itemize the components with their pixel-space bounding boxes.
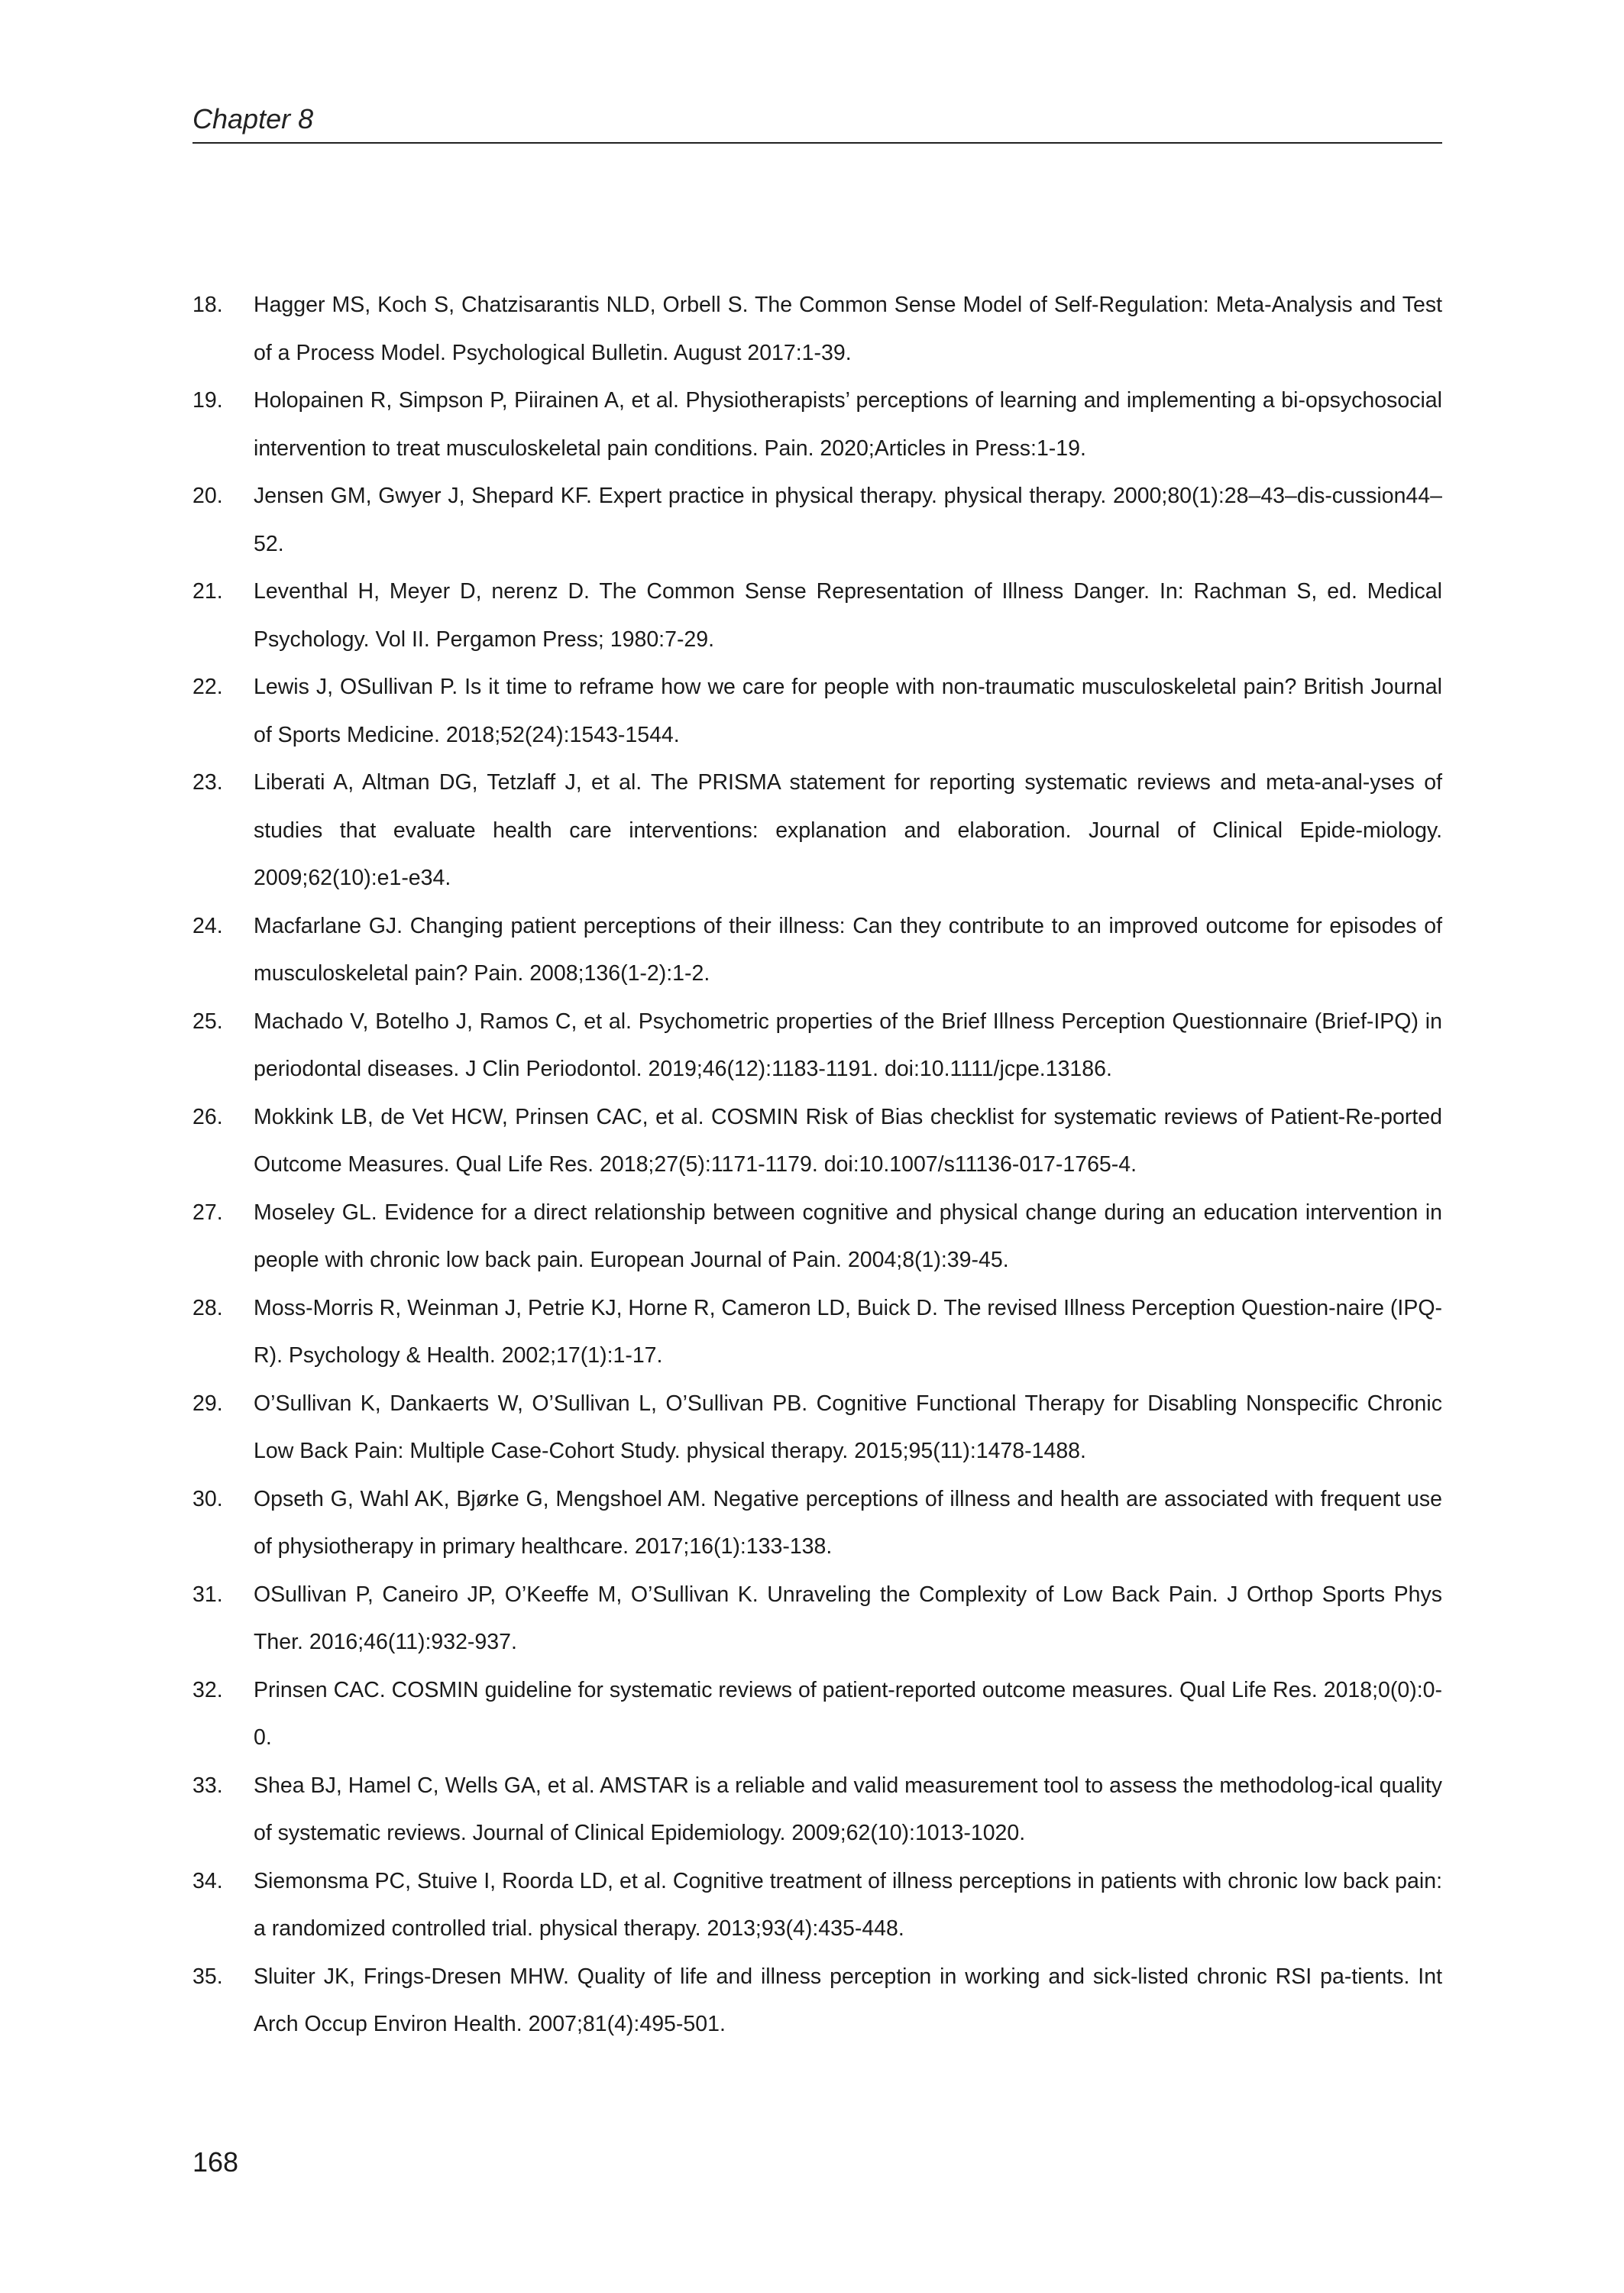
reference-item (192, 1380, 1442, 1475)
reference-item (192, 472, 1442, 568)
reference-text: Leventhal H, Meyer D, nerenz D. The Common Sense Representation of Illness Danger. In: Rachman S, ed. Medical Psychology. Vol II. Pergamon Press; 1980:7-29. (254, 579, 1442, 652)
chapter-title: Chapter 8 (192, 103, 314, 134)
reference-item (192, 998, 1442, 1093)
reference-number: 29. (192, 1391, 223, 1416)
reference-number: 32. (192, 1677, 223, 1702)
reference-number: 26. (192, 1104, 223, 1129)
reference-item (192, 1666, 1442, 1762)
reference-number: 28. (192, 1295, 223, 1320)
reference-item (192, 1857, 1442, 1953)
reference-text: Machado V, Botelho J, Ramos C, et al. Psychometric properties of the Brief Illness Perception Questionnaire (Brief-IPQ) in periodontal diseases. J Clin Periodontol. 2019;46(12):1183-1191. doi:10.1111/jcpe.13186. (254, 1009, 1442, 1081)
reference-number: 27. (192, 1200, 223, 1225)
reference-text: Moss-Morris R, Weinman J, Petrie KJ, Horne R, Cameron LD, Buick D. The revised Illness Perception Question-naire (IPQ-R). Psychology & Health. 2002;17(1):1-17. (254, 1295, 1442, 1368)
page-header (192, 99, 1442, 144)
reference-item (192, 1189, 1442, 1284)
reference-number: 18. (192, 293, 223, 317)
reference-item (192, 568, 1442, 663)
reference-text: Jensen GM, Gwyer J, Shepard KF. Expert practice in physical therapy. physical therapy. 2000;80(1):28–43–dis-cussion44–52. (254, 484, 1442, 556)
reference-list (192, 281, 1442, 2048)
reference-item (192, 1953, 1442, 2048)
reference-number: 31. (192, 1582, 223, 1607)
reference-text: Siemonsma PC, Stuive I, Roorda LD, et al. Cognitive treatment of illness perceptions in patients with chronic low back pain: a randomized controlled trial. physical therapy. 2013;93(4):435-448. (254, 1868, 1442, 1941)
reference-text: Sluiter JK, Frings-Dresen MHW. Quality of life and illness perception in working and sick-listed chronic RSI pa-tients. Int Arch Occup Environ Health. 2007;81(4):495-501. (254, 1964, 1442, 2036)
reference-text: Liberati A, Altman DG, Tetzlaff J, et al. The PRISMA statement for reporting systematic reviews and meta-anal-yses of studies that evaluate health care interventions: explanation and elaboration. Journal of Clinical Epide-miology. 2009;62(10):e1-e34. (254, 770, 1442, 890)
reference-text: Moseley GL. Evidence for a direct relationship between cognitive and physical change during an education intervention in people with chronic low back pain. European Journal of Pain. 2004;8(1):39-45. (254, 1200, 1442, 1272)
reference-item (192, 1571, 1442, 1666)
reference-text: Mokkink LB, de Vet HCW, Prinsen CAC, et al. COSMIN Risk of Bias checklist for systematic reviews of Patient-Re-ported Outcome Measures. Qual Life Res. 2018;27(5):1171-1179. doi:10.1007/s11136-017-1765-4. (254, 1104, 1442, 1177)
reference-number: 20. (192, 484, 223, 508)
reference-text: Macfarlane GJ. Changing patient perceptions of their illness: Can they contribute to an improved outcome for episodes of musculoskeletal pain? Pain. 2008;136(1-2):1-2. (254, 913, 1442, 986)
reference-text: Prinsen CAC. COSMIN guideline for systematic reviews of patient-reported outcome measures. Qual Life Res. 2018;0(0):0-0. (254, 1677, 1442, 1750)
reference-number: 25. (192, 1009, 223, 1034)
reference-text: Hagger MS, Koch S, Chatzisarantis NLD, Orbell S. The Common Sense Model of Self-Regulation: Meta-Analysis and Test of a Process Model. Psychological Bulletin. August 2017:1-39. (254, 293, 1442, 365)
reference-number: 19. (192, 388, 223, 413)
reference-text: Opseth G, Wahl AK, Bjørke G, Mengshoel AM. Negative perceptions of illness and health are associated with frequent use of physiotherapy in primary healthcare. 2017;16(1):133-138. (254, 1486, 1442, 1559)
reference-number: 21. (192, 579, 223, 604)
reference-text: Lewis J, OSullivan P. Is it time to reframe how we care for people with non-traumatic musculoskeletal pain? British Journal of Sports Medicine. 2018;52(24):1543-1544. (254, 675, 1442, 747)
reference-number: 24. (192, 913, 223, 938)
reference-number: 35. (192, 1964, 223, 1989)
reference-item (192, 902, 1442, 998)
page-number: 168 (192, 2146, 239, 2178)
reference-item (192, 281, 1442, 377)
reference-number: 23. (192, 770, 223, 795)
reference-item (192, 1093, 1442, 1189)
reference-item (192, 663, 1442, 759)
reference-text: O’Sullivan K, Dankaerts W, O’Sullivan L, O’Sullivan PB. Cognitive Functional Therapy for Disabling Nonspecific Chronic Low Back Pain: Multiple Case-Cohort Study. physical therapy. 2015;95(11):1478-1488. (254, 1391, 1442, 1463)
reference-item (192, 759, 1442, 902)
reference-item (192, 377, 1442, 472)
reference-number: 30. (192, 1486, 223, 1511)
reference-item (192, 1762, 1442, 1857)
reference-text: OSullivan P, Caneiro JP, O’Keeffe M, O’Sullivan K. Unraveling the Complexity of Low Back Pain. J Orthop Sports Phys Ther. 2016;46(11):932-937. (254, 1582, 1442, 1654)
reference-item (192, 1284, 1442, 1380)
reference-number: 33. (192, 1773, 223, 1798)
reference-text: Holopainen R, Simpson P, Piirainen A, et al. Physiotherapists’ perceptions of learning and implementing a bi-opsychosocial intervention to treat musculoskeletal pain conditions. Pain. 2020;Articles in Press:1-19. (254, 388, 1442, 461)
reference-number: 34. (192, 1868, 223, 1893)
reference-item (192, 1475, 1442, 1571)
reference-number: 22. (192, 675, 223, 699)
reference-text: Shea BJ, Hamel C, Wells GA, et al. AMSTAR is a reliable and valid measurement tool to assess the methodolog-ical quality of systematic reviews. Journal of Clinical Epidemiology. 2009;62(10):1013-1020. (254, 1773, 1442, 1845)
